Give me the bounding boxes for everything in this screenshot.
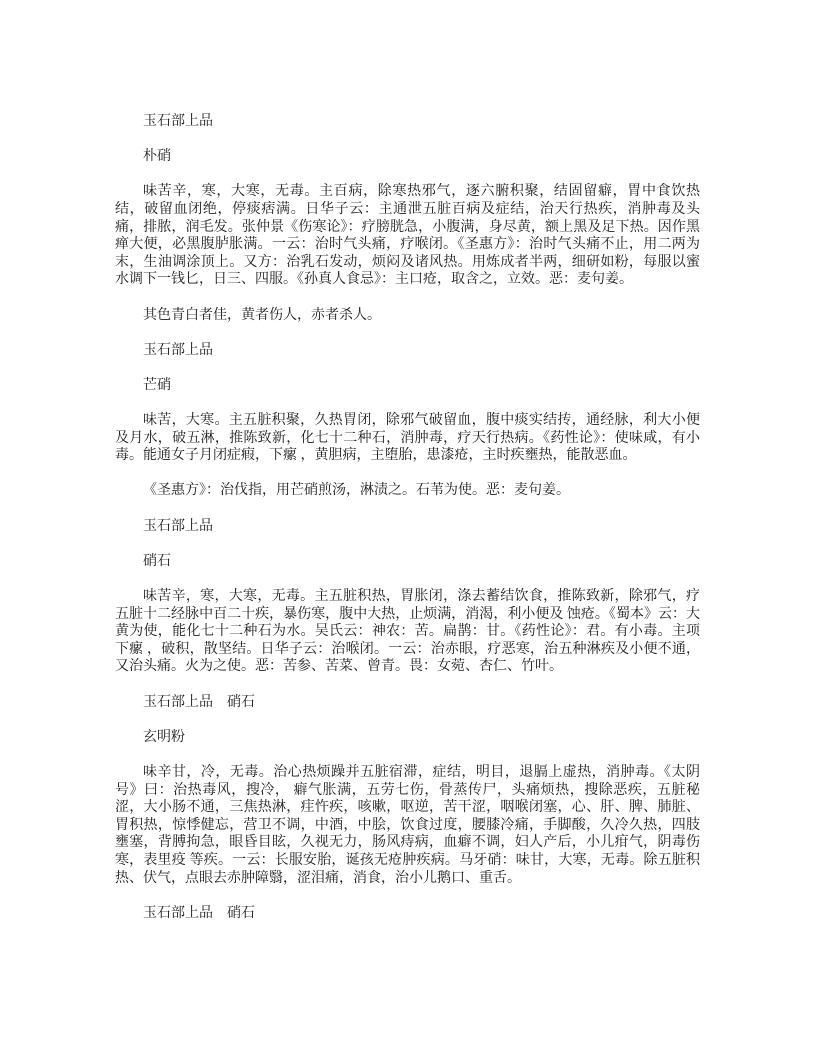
drug-title: 硝石 (143, 553, 171, 569)
drug-title: 玄明粉 (143, 729, 185, 745)
section-category-heading: 玉石部上品 硝石 (143, 694, 255, 710)
section-category-heading: 玉石部上品 (143, 342, 213, 358)
section-category-heading: 玉石部上品 硝石 (143, 905, 255, 921)
body-paragraph: 《圣惠方》：治伐指，用芒硝煎汤，淋渍之。石苇为使。恶：麦句姜。 (143, 483, 570, 499)
body-paragraph: 味苦，大寒。主五脏积聚，久热胃闭，除邪气破留血，腹中痰实结抟，通经脉，利大小便及月水，破五淋，推陈致新，化七十二种石，消肿毒，疗天行热病。《药性论》：使味咸，有小毒。能通女子月闭症瘕，下瘰 ，黄胆病，主堕胎，患漆疮，主时疾壅热，能散恶血。 (115, 413, 700, 464)
body-paragraph: 其色青白者佳，黄者伤人，赤者杀人。 (143, 307, 381, 323)
body-paragraph: 味苦辛，寒，大寒，无毒。主五脏积热，胃胀闭，涤去蓄结饮食，推陈致新，除邪气，疗五脏十二经脉中百二十疾，暴伤寒，腹中大热，止烦满，消渴，利小便及 蚀疮。《蜀本》云：大黄为使，能化七十二种石为水。吴氏云：神农：苦。扁鹊：甘。《药性论》：君。有小毒。主项下瘰 ，破积，散坚结。日华子云：治喉闭。一云：治赤眼，疗恶寒，治五种淋疾及小便不通，又治头痛。火为之使。恶：苦参、苦菜、曾青。畏：女菀、杏仁、竹叶。 (115, 589, 700, 675)
drug-title: 芒硝 (143, 377, 171, 393)
section-category-heading: 玉石部上品 (143, 114, 213, 129)
section-category-heading: 玉石部上品 (143, 518, 213, 534)
drug-title: 朴硝 (143, 149, 171, 165)
body-paragraph: 味辛甘，冷，无毒。治心热烦躁并五脏宿滞，症结，明目，退膈上虚热，消肿毒。《太阴号》曰：治热毒风，搜冷， 癖气胀满，五劳七伤，骨蒸传尸，头痛烦热，搜除恶疾，五脏秘涩，大小肠不通，三焦热淋，疰忤疾，咳嗽，呕逆，苦干涩，咽喉闭塞，心、肝、脾、肺脏、胃积热，惊悸健忘，营卫不调，中酒，中脍，饮食过度，腰膝冷痛，手脚酸，久冷久热，四肢壅塞，背膊拘急，眼昏目眩，久视无力，肠风痔病，血癖不调，妇人产后，小儿疳气，阴毒伤寒，表里疫 等疾。一云：长服安胎，诞孩无疮肿疾病。马牙硝：味甘，大寒，无毒。除五脏积热、伏气，点眼去赤肿障翳，涩泪痛，消食，治小儿鹅口、重舌。 (115, 764, 700, 886)
body-paragraph: 味苦辛，寒，大寒，无毒。主百病，除寒热邪气，逐六腑积聚，结固留癖，胃中食饮热结，破留血闭绝，停痰痞满。日华子云：主通泄五脏百病及症结，治天行热疾，消肿毒及头痛，排脓，润毛发。张仲景《伤寒论》：疗膀胱急，小腹满，身尽黄，额上黑及足下热。因作黑瘅大便，必黑腹胪胀满。一云：治时气头痛，疗喉闭。《圣惠方》：治时气头痛不止，用二两为末，生油调涂顶上。又方：治乳石发动，烦闷及诸风热。用炼成者半两，细研如粉，每服以蜜水调下一钱匕，日三、四服。《孙真人食忌》：主口疮，取含之，立效。恶：麦句姜。 (115, 184, 700, 288)
